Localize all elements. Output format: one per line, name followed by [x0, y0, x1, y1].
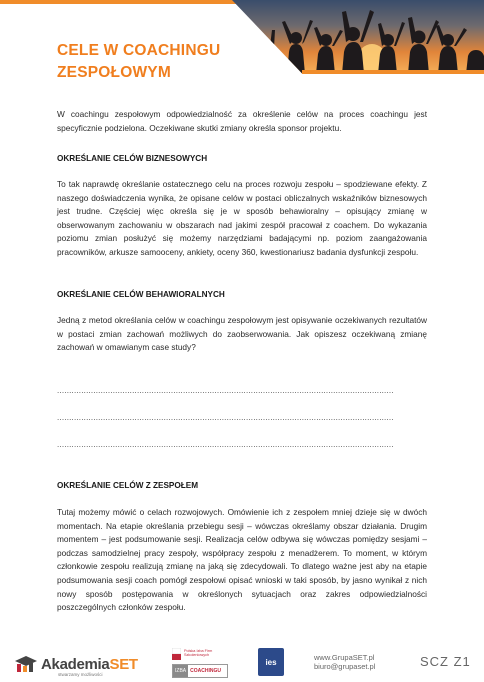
section-heading-business: OKREŚLANIE CELÓW BIZNESOWYCH — [57, 154, 208, 163]
akademia-tagline: stwarzamy możliwości — [58, 672, 103, 677]
akademia-wordmark: AkademiaSET — [41, 655, 138, 673]
pifs-text: Polska Izba Firm Szkoleniowych — [184, 649, 213, 658]
answer-line-1[interactable]: ........................................................................................................................................... — [57, 386, 394, 395]
section-heading-behavioral: OKREŚLANIE CELÓW BEHAWIORALNYCH — [57, 290, 225, 299]
page-title — [57, 40, 257, 84]
title-line-1: CELE W COACHINGU — [57, 42, 221, 59]
section-body-behavioral: Jedną z metod określania celów w coachingu zespołowym jest opisywanie oczekiwanych rezultatów w postaci zmian zachowań możliwych do zaobserwowania. Jak opiszesz oczekiwaną zmianę zachowań w omawianym case study? — [57, 315, 427, 353]
document-code: SCZ Z1 — [420, 654, 471, 669]
section-body-team: Tutaj możemy mówić o celach rozwojowych. Omówienie ich z zespołem mniej dzieje się w dwóch momentach. Na etapie określania przebiegu sesji – wówczas określamy obszar działania. Drugim momentem – jest podsumowanie sesji. Realizacja celów odbywa się wówczas pomiędzy sesjami – podczas samodzielnej pracy zespoły, współpracy zespołu z menadżerem. To moment, w którym członkowie zespołu realizują zmianę na jaką się zdecydowali. To dlatego ważne jest aby na etapie podsumowania sesji coach pomógł zespołowi opisać wnioski w taki sposób, by jasno wynikał z nich nowy sposób postępowania w określonych sytuacjach oraz zakres odpowiedzialności poszczególnych członków zespołu. — [57, 507, 427, 613]
section-heading-team: OKREŚLANIE CELÓW Z ZESPOŁEM — [57, 481, 199, 490]
hero-image-people-sunset — [232, 0, 484, 74]
contact-email[interactable]: biuro@grupaset.pl — [314, 661, 376, 671]
answer-line-2[interactable]: ........................................................................................................................................... — [57, 413, 394, 422]
contact-info — [314, 654, 375, 671]
hero-accent-bar — [302, 70, 484, 74]
header-accent-line — [0, 0, 236, 4]
pifs-flag-icon — [172, 648, 181, 660]
akademia-set-logo — [14, 652, 138, 676]
answer-line-3[interactable]: ........................................................................................................................................... — [57, 440, 394, 449]
title-line-2: ZESPOŁOWYM — [57, 64, 171, 81]
izba-coachingu-badge: IZBA COACHINGU — [172, 664, 228, 678]
intro-paragraph: W coachingu zespołowym odpowiedzialność za określenie celów na proces coachingu jest specyficznie podzielona. Oczekiwane skutki zmiany określa sponsor projektu. — [57, 109, 427, 133]
section-body-business: To tak naprawdę określanie ostatecznego celu na proces rozwoju zespołu – spodziewane efekty. Z naszego doświadczenia wynika, że opisane celów w postaci obliczalnych wskaźników biznesowych jest trudne. Częściej więc określa się je w sposób behawioralny – opisujący zmianę w obserwowanym zachowaniu w obszarach nad jakimi zespół pracował z coachem. Do wykazania poziomu zmian posłużyć się możemy narzędziami badającymi np. poziom zaangażowania pracowników, arkusze samooceny, ankiety, oceny 360, kwestionariusz badania dysfunkcji zespołu. — [57, 179, 427, 257]
pifs-icf-logo — [172, 648, 228, 678]
footer — [0, 640, 484, 682]
graduation-cap-icon — [14, 655, 38, 673]
ies-logo: ies — [258, 648, 284, 676]
contact-website[interactable]: www.GrupaSET.pl — [314, 653, 375, 662]
